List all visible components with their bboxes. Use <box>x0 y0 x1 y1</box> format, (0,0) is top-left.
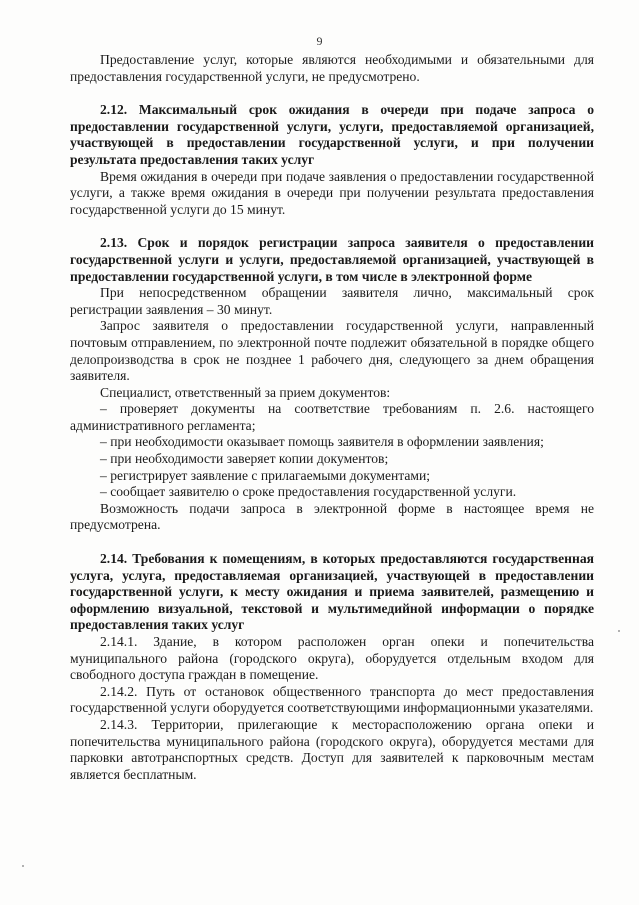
paragraph-specialist: Специалист, ответственный за прием документов: <box>100 384 391 400</box>
list-item: – регистрирует заявление с прилагаемыми документами; <box>100 467 431 483</box>
list-item: – при необходимости оказывает помощь заявителя в оформлении заявления; <box>100 434 544 450</box>
paragraph-2-14-2: 2.14.2. Путь от остановок общественного транспорта до мест предоставления государственной услуги оборудуется соответствующими информационными указателями. <box>70 683 594 716</box>
paragraph-2-14-3: 2.14.3. Территории, прилегающие к месторасположению органа опеки и попечительства муниципального района (городского округа), оборудуется местами для парковки автотранспортных средств. Доступ для заявителей к парковочным местам является бесплатным. <box>70 716 594 782</box>
document-body <box>70 52 594 783</box>
paragraph-electronic-form: Возможность подачи запроса в электронной форме в настоящее время не предусмотрена. <box>70 500 594 533</box>
list-item: – проверяет документы на соответствие требованиям п. 2.6. настоящего административного регламента; <box>70 401 594 433</box>
page-number: 9 <box>316 34 323 48</box>
paragraph-waiting-time: Время ожидания в очереди при подаче заявления о предоставлении государственной услуги, а также время ожидания в очереди при получении результата предоставления государственной услуги до 15 минут. <box>70 168 594 217</box>
heading-2-14: 2.14. Требования к помещениям, в которых предоставляются государственная услуга, услуга, предоставляемая организацией, участвующей в предоставлении государственной услуги, к месту ожидания и приема заявителей, размещению и оформлению визуальной, текстовой и мультимедийной информации о порядке предоставления таких услуг <box>70 551 594 633</box>
heading-2-12: 2.12. Максимальный срок ожидания в очереди при подаче запроса о предоставлении государственной услуги, услуги, предоставляемой организацией, участвующей в предоставлении государственной услуги, и при получении результата предоставления таких услуг <box>70 102 594 167</box>
scan-speck <box>22 865 24 867</box>
heading-2-13: 2.13. Срок и порядок регистрации запроса заявителя о предоставлении государственной услуги и услуги, предоставляемой организацией, участвующей в предоставлении государственной услуги, в том числе в электронной форме <box>70 235 594 284</box>
list-item: – сообщает заявителю о сроке предоставления государственной услуги. <box>100 484 517 500</box>
scan-speck <box>618 630 620 632</box>
paragraph-2-14-1: 2.14.1. Здание, в котором расположен орган опеки и попечительства муниципального района (городского округа), оборудуется отдельным входом для свободного доступа граждан в помещение. <box>70 634 594 683</box>
paragraph-related-services: Предоставление услуг, которые являются необходимыми и обязательными для предоставления государственной услуги, не предусмотрено. <box>70 52 594 84</box>
paragraph-registration-time: При непосредственном обращении заявителя лично, максимальный срок регистрации заявления – 30 минут. <box>70 285 594 317</box>
list-item: – при необходимости заверяет копии документов; <box>100 451 389 467</box>
paragraph-postal-request: Запрос заявителя о предоставлении государственной услуги, направленный почтовым отправлением, по электронной почте подлежит обязательной в порядке общего делопроизводства в срок не позднее 1 рабочего дня, следующего за днем обращения заявителя. <box>70 318 594 384</box>
